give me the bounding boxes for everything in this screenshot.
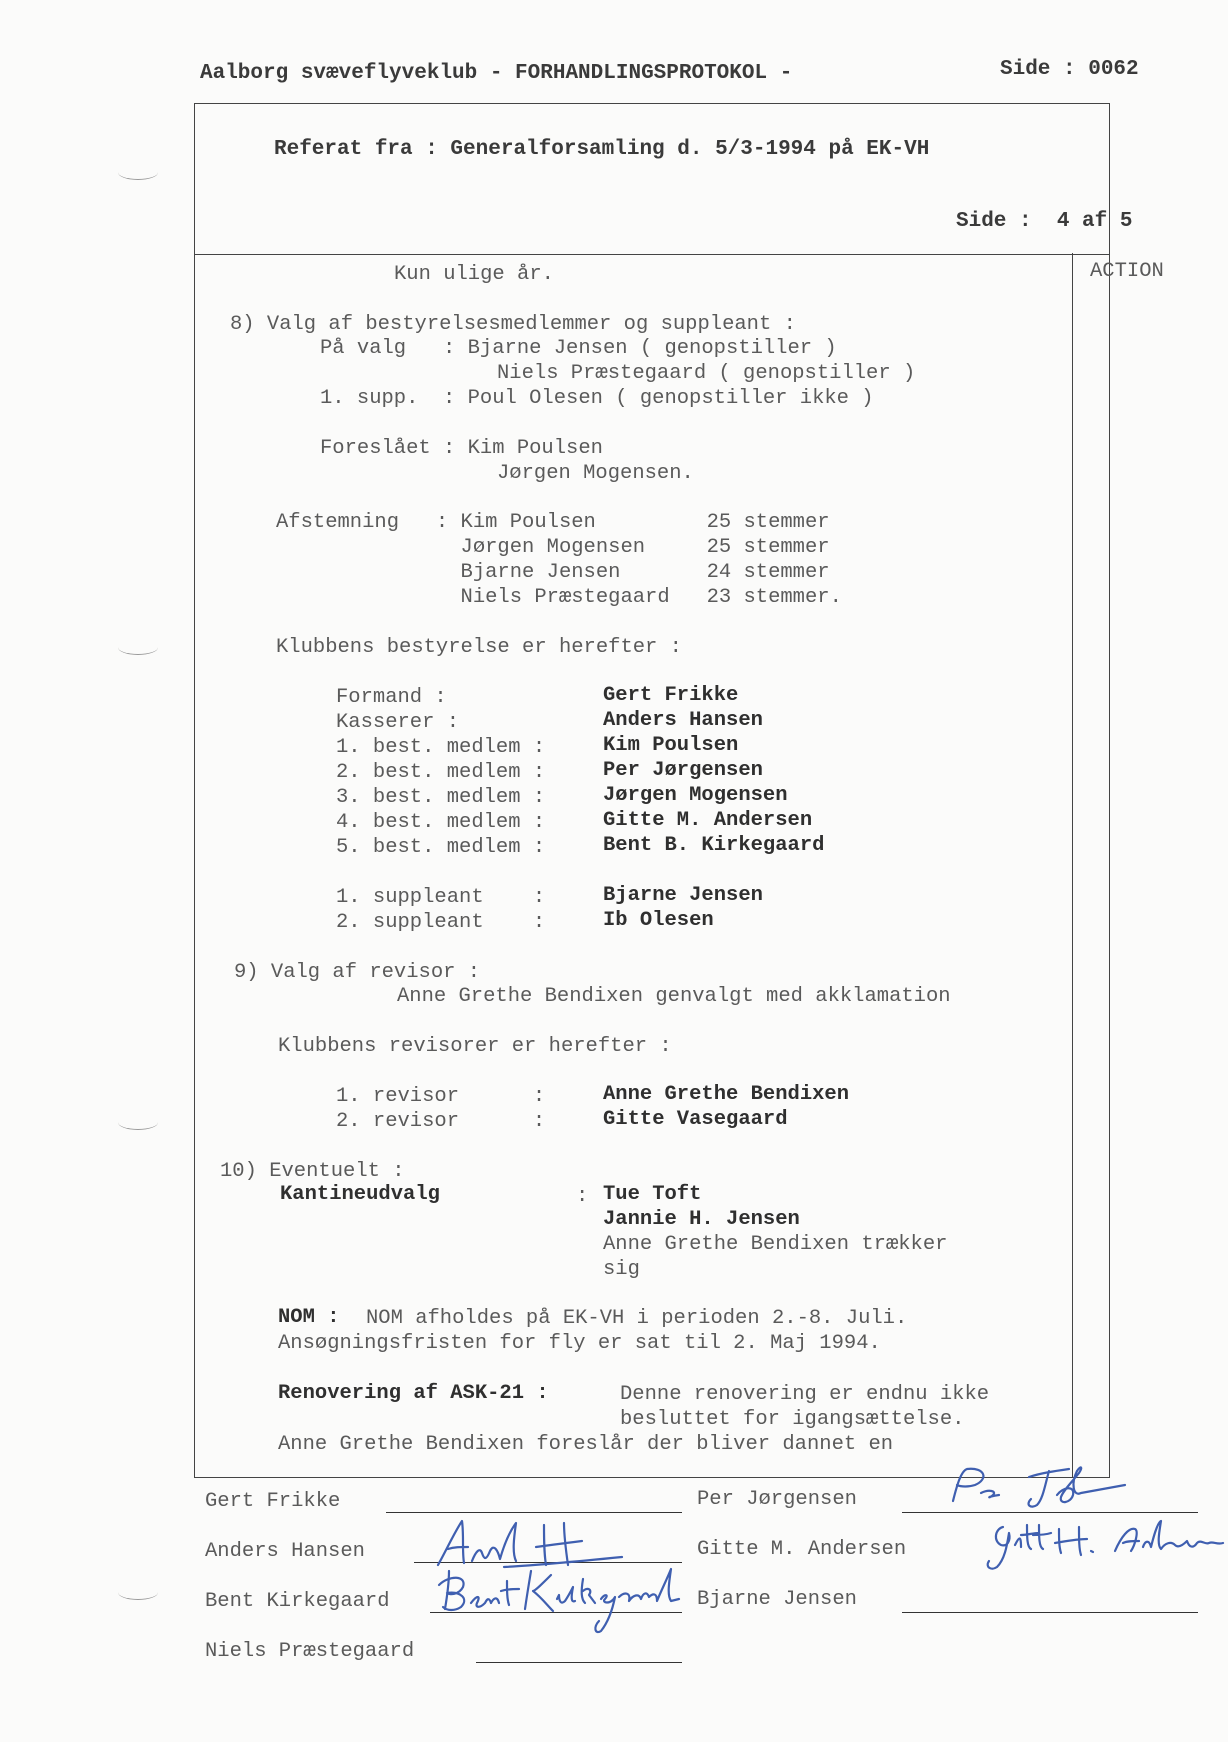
- nom-text-2: Ansøgningsfristen for fly er sat til 2. Maj 1994.: [278, 1332, 881, 1355]
- board-role: 2. best. medlem :: [336, 761, 546, 784]
- supp-line: 1. supp. : Poul Olesen ( genopstiller ikke ): [320, 387, 874, 410]
- action-column-divider: [1072, 253, 1073, 1478]
- board-role: 1. suppleant :: [336, 886, 546, 909]
- punch-hole-mark: [118, 165, 158, 180]
- kantine-member: Jannie H. Jensen: [603, 1208, 800, 1231]
- board-name: Per Jørgensen: [603, 759, 763, 782]
- revisorer-heading: Klubbens revisorer er herefter :: [278, 1035, 672, 1058]
- revisor-name: Gitte Vasegaard: [603, 1108, 788, 1131]
- board-role: 5. best. medlem :: [336, 836, 546, 859]
- renovering-text-3: Anne Grethe Bendixen foreslår der bliver dannet en: [278, 1433, 894, 1456]
- revisor-role: 1. revisor :: [336, 1085, 546, 1108]
- renovering-label: Renovering af ASK-21 :: [278, 1382, 549, 1405]
- board-role: 4. best. medlem :: [336, 811, 546, 834]
- signature-label-niels: Niels Præstegaard: [205, 1640, 415, 1663]
- signature-label-gitte: Gitte M. Andersen: [697, 1538, 907, 1561]
- protocol-page-number: Side : 0062: [1000, 58, 1139, 81]
- item-10-heading: 10) Eventuelt :: [220, 1160, 405, 1183]
- revisor-role: 2. revisor :: [336, 1110, 546, 1133]
- jorgen-line: Jørgen Mogensen.: [497, 462, 694, 485]
- signature-gitte: [975, 1515, 1225, 1575]
- kantine-member: Tue Toft: [603, 1183, 702, 1206]
- signature-line-niels: [476, 1662, 682, 1663]
- kantine-note: Anne Grethe Bendixen trækker: [603, 1233, 948, 1256]
- board-name: Bent B. Kirkegaard: [603, 834, 825, 857]
- punch-hole-mark: [118, 1585, 158, 1600]
- nom-text: NOM afholdes på EK-VH i perioden 2.-8. Juli.: [366, 1307, 908, 1330]
- afstemning-row: Bjarne Jensen 24 stemmer: [276, 561, 830, 584]
- board-role: 2. suppleant :: [336, 911, 546, 934]
- nom-label: NOM :: [278, 1306, 340, 1329]
- item-8-heading: 8) Valg af bestyrelsesmedlemmer og suppleant :: [230, 313, 796, 336]
- kantineudvalg-label: Kantineudvalg: [280, 1183, 440, 1206]
- board-name: Gitte M. Andersen: [603, 809, 813, 832]
- signature-label-bent: Bent Kirkegaard: [205, 1590, 390, 1613]
- bestyrelse-heading: Klubbens bestyrelse er herefter :: [276, 636, 682, 659]
- punch-hole-mark: [118, 640, 158, 655]
- item-9-heading: 9) Valg af revisor :: [234, 961, 481, 984]
- board-name: Jørgen Mogensen: [603, 784, 788, 807]
- board-role: 3. best. medlem :: [336, 786, 546, 809]
- board-name: Gert Frikke: [603, 684, 739, 707]
- renovering-text: Denne renovering er endnu ikke: [620, 1383, 990, 1406]
- referat-side: Side : 4 af 5: [956, 210, 1133, 233]
- board-name: Kim Poulsen: [603, 734, 739, 757]
- signature-bent: [435, 1565, 685, 1635]
- board-role: 1. best. medlem :: [336, 736, 546, 759]
- signature-label-bjarne: Bjarne Jensen: [697, 1588, 857, 1611]
- paa-valg-line: På valg : Bjarne Jensen ( genopstiller ): [320, 337, 837, 360]
- signature-line-gert: [386, 1512, 682, 1513]
- revisor-genvalgt: Anne Grethe Bendixen genvalgt med akklamation: [397, 985, 951, 1008]
- board-name: Ib Olesen: [603, 909, 714, 932]
- board-role: Kasserer :: [336, 711, 460, 734]
- afstemning-row: Jørgen Mogensen 25 stemmer: [276, 536, 830, 559]
- revisor-name: Anne Grethe Bendixen: [603, 1083, 850, 1106]
- protocol-header: Aalborg svæveflyveklub - FORHANDLINGSPROTOKOL -: [200, 62, 793, 85]
- renovering-text-2: besluttet for igangsættelse.: [620, 1408, 965, 1431]
- foreslaaet-line: Foreslået : Kim Poulsen: [320, 437, 603, 460]
- board-name: Anders Hansen: [603, 709, 763, 732]
- niels-line: Niels Præstegaard ( genopstiller ): [497, 362, 916, 385]
- referat-title: Referat fra : Generalforsamling d. 5/3-1994 på EK-VH: [274, 138, 930, 161]
- signature-label-gert: Gert Frikke: [205, 1490, 341, 1513]
- signature-label-anders: Anders Hansen: [205, 1540, 365, 1563]
- kun-ulige-aar: Kun ulige år.: [394, 263, 554, 286]
- signature-label-per: Per Jørgensen: [697, 1488, 857, 1511]
- board-name: Bjarne Jensen: [603, 884, 763, 907]
- signature-per: [945, 1465, 1145, 1515]
- afstemning-row: Niels Præstegaard 23 stemmer.: [276, 586, 842, 609]
- punch-hole-mark: [118, 1115, 158, 1130]
- signature-line-bjarne: [902, 1612, 1198, 1613]
- action-header: ACTION: [1090, 260, 1164, 283]
- kantine-note-2: sig: [603, 1258, 640, 1281]
- kantineudvalg-colon: :: [576, 1185, 589, 1208]
- afstemning-row: Afstemning : Kim Poulsen 25 stemmer: [276, 511, 830, 534]
- board-role: Formand :: [336, 686, 447, 709]
